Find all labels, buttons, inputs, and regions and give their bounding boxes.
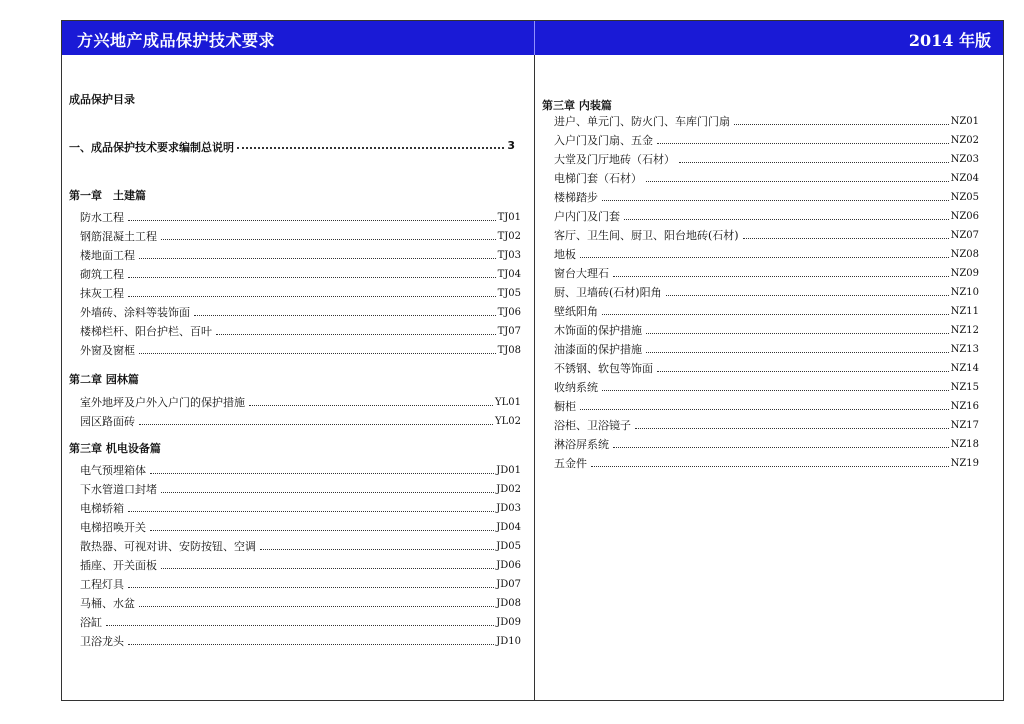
chapter-garden-title: 第二章 园林篇 <box>69 373 139 386</box>
dot-leader <box>237 139 504 149</box>
toc-entry[interactable]: 户内门及门套 NZ06 <box>554 207 979 226</box>
toc-entry[interactable]: 外窗及窗框 TJ08 <box>80 341 521 360</box>
toc-entry[interactable]: 楼梯栏杆、阳台护栏、百叶 TJ07 <box>80 322 521 341</box>
toc-entry[interactable]: 散热器、可视对讲、安防按钮、空调 JD05 <box>80 537 521 556</box>
toc-entry[interactable]: 浴缸 JD09 <box>80 613 521 632</box>
toc-entry[interactable]: 电梯轿箱 JD03 <box>80 499 521 518</box>
chapter-interior-title: 第三章 内装篇 <box>542 99 612 112</box>
toc-entry[interactable]: 电气预埋箱体 JD01 <box>80 461 521 480</box>
toc-entry[interactable]: 厨、卫墙砖(石材)阳角 NZ10 <box>554 283 979 302</box>
toc-entry[interactable]: 电梯门套（石材） NZ04 <box>554 169 979 188</box>
toc-entry[interactable]: 钢筋混凝土工程 TJ02 <box>80 227 521 246</box>
toc-entry[interactable]: 卫浴龙头 JD10 <box>80 632 521 651</box>
toc-entry[interactable]: 橱柜 NZ16 <box>554 397 979 416</box>
header-separator <box>534 21 535 55</box>
toc-entry[interactable]: 外墙砖、涂料等装饰面 TJ06 <box>80 303 521 322</box>
toc-entry[interactable]: 防水工程 TJ01 <box>80 208 521 227</box>
toc-entry[interactable]: 大堂及门厅地砖（石材） NZ03 <box>554 150 979 169</box>
toc-entry[interactable]: 抹灰工程 TJ05 <box>80 284 521 303</box>
document-title: 方兴地产成品保护技术要求 <box>77 31 276 50</box>
toc-entry[interactable]: 电梯招唤开关 JD04 <box>80 518 521 537</box>
toc-entry[interactable]: 插座、开关面板 JD06 <box>80 556 521 575</box>
toc-entry[interactable]: 园区路面砖 YL02 <box>80 412 521 431</box>
toc-entry[interactable]: 进户、单元门、防火门、车库门门扇 NZ01 <box>554 112 979 131</box>
intro-title: 一、成品保护技术要求编制总说明 <box>69 141 234 154</box>
chapter-civil-list <box>80 208 521 360</box>
toc-entry[interactable]: 木饰面的保护措施 NZ12 <box>554 321 979 340</box>
chapter-mep-list <box>80 461 521 651</box>
toc-entry[interactable]: 壁纸阳角 NZ11 <box>554 302 979 321</box>
document-edition: 2014 年版 <box>908 31 991 50</box>
toc-entry[interactable]: 不锈钢、软包等饰面 NZ14 <box>554 359 979 378</box>
toc-entry[interactable]: 地板 NZ08 <box>554 245 979 264</box>
header-bar <box>62 21 1003 55</box>
chapter-garden-list <box>80 393 521 431</box>
toc-title: 成品保护目录 <box>69 93 135 106</box>
toc-entry[interactable]: 楼地面工程 TJ03 <box>80 246 521 265</box>
toc-entry[interactable]: 客厅、卫生间、厨卫、阳台地砖(石材) NZ07 <box>554 226 979 245</box>
page-divider <box>534 20 535 701</box>
toc-entry[interactable]: 下水管道口封堵 JD02 <box>80 480 521 499</box>
toc-entry[interactable]: 收纳系统 NZ15 <box>554 378 979 397</box>
toc-entry[interactable]: 油漆面的保护措施 NZ13 <box>554 340 979 359</box>
toc-entry[interactable]: 室外地坪及户外入户门的保护措施 YL01 <box>80 393 521 412</box>
toc-entry[interactable]: 五金件 NZ19 <box>554 454 979 473</box>
toc-intro-entry[interactable] <box>69 139 515 155</box>
chapter-interior-list <box>554 112 979 473</box>
toc-entry[interactable]: 马桶、水盆 JD08 <box>80 594 521 613</box>
intro-page: 3 <box>507 139 515 152</box>
toc-entry[interactable]: 淋浴屏系统 NZ18 <box>554 435 979 454</box>
chapter-civil-title: 第一章 土建篇 <box>69 189 146 202</box>
toc-entry[interactable]: 砌筑工程 TJ04 <box>80 265 521 284</box>
toc-entry[interactable]: 楼梯踏步 NZ05 <box>554 188 979 207</box>
toc-entry[interactable]: 工程灯具 JD07 <box>80 575 521 594</box>
chapter-mep-title: 第三章 机电设备篇 <box>69 442 161 455</box>
toc-entry[interactable]: 窗台大理石 NZ09 <box>554 264 979 283</box>
toc-entry[interactable]: 浴柜、卫浴镜子 NZ17 <box>554 416 979 435</box>
toc-entry[interactable]: 入户门及门扇、五金 NZ02 <box>554 131 979 150</box>
